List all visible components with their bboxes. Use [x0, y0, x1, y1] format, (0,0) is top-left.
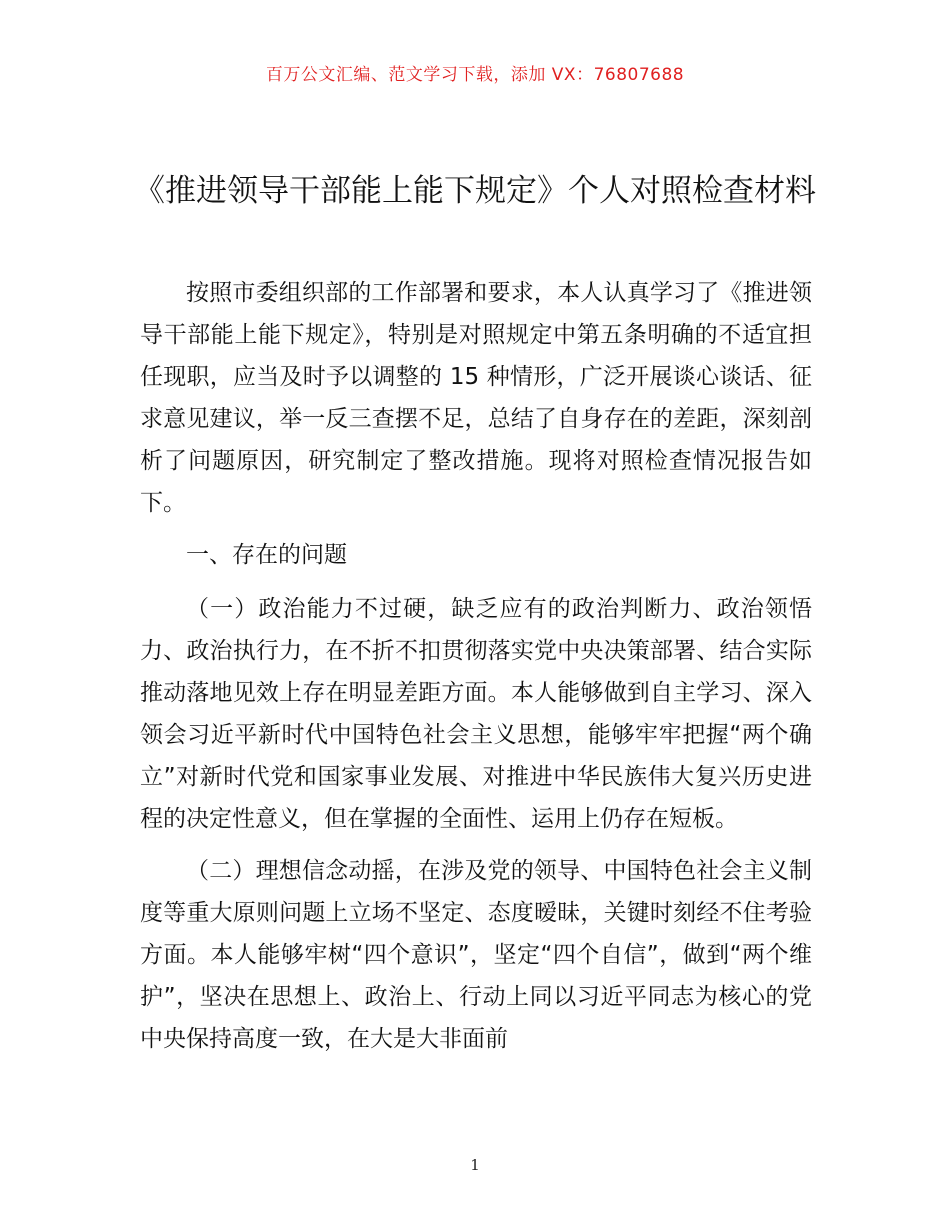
- section-heading: 一、存在的问题: [186, 542, 347, 568]
- header-note: 百万公文汇编、范文学习下载，添加 VX：76807688: [265, 65, 685, 85]
- document-title: 《推进领导干部能上能下规定》个人对照检查材料: [134, 173, 816, 209]
- document-body: [140, 272, 812, 1070]
- intro-paragraph: 按照市委组织部的工作部署和要求，本人认真学习了《推进领导干部能上能下规定》，特别是对照规定中第五条明确的不适宜担任现职，应当及时予以调整的 15 种情形，广泛开展谈心谈话、征求意见建议，举一反三查摆不足，总结了自身存在的差距，深刻剖析了问题原因，研究制定了整改措施。现将对照检查情况报告如下。: [140, 280, 812, 516]
- issue-paragraph-1: （一）政治能力不过硬，缺乏应有的政治判断力、政治领悟力、政治执行力，在不折不扣贯彻落实党中央决策部署、结合实际推动落地见效上存在明显差距方面。本人能够做到自主学习、深入领会习近平新时代中国特色社会主义思想，能够牢牢把握“两个确立”对新时代党和国家事业发展、对推进中华民族伟大复兴历史进程的决定性意义，但在掌握的全面性、运用上仍存在短板。: [140, 596, 812, 832]
- page-number: 1: [470, 1156, 480, 1174]
- issue-paragraph-2: （二）理想信念动摇，在涉及党的领导、中国特色社会主义制度等重大原则问题上立场不坚定、态度暧昧，关键时刻经不住考验方面。本人能够牢树“四个意识”，坚定“四个自信”，做到“两个维护”，坚决在思想上、政治上、行动上同以习近平同志为核心的党中央保持高度一致，在大是大非面前: [140, 858, 812, 1052]
